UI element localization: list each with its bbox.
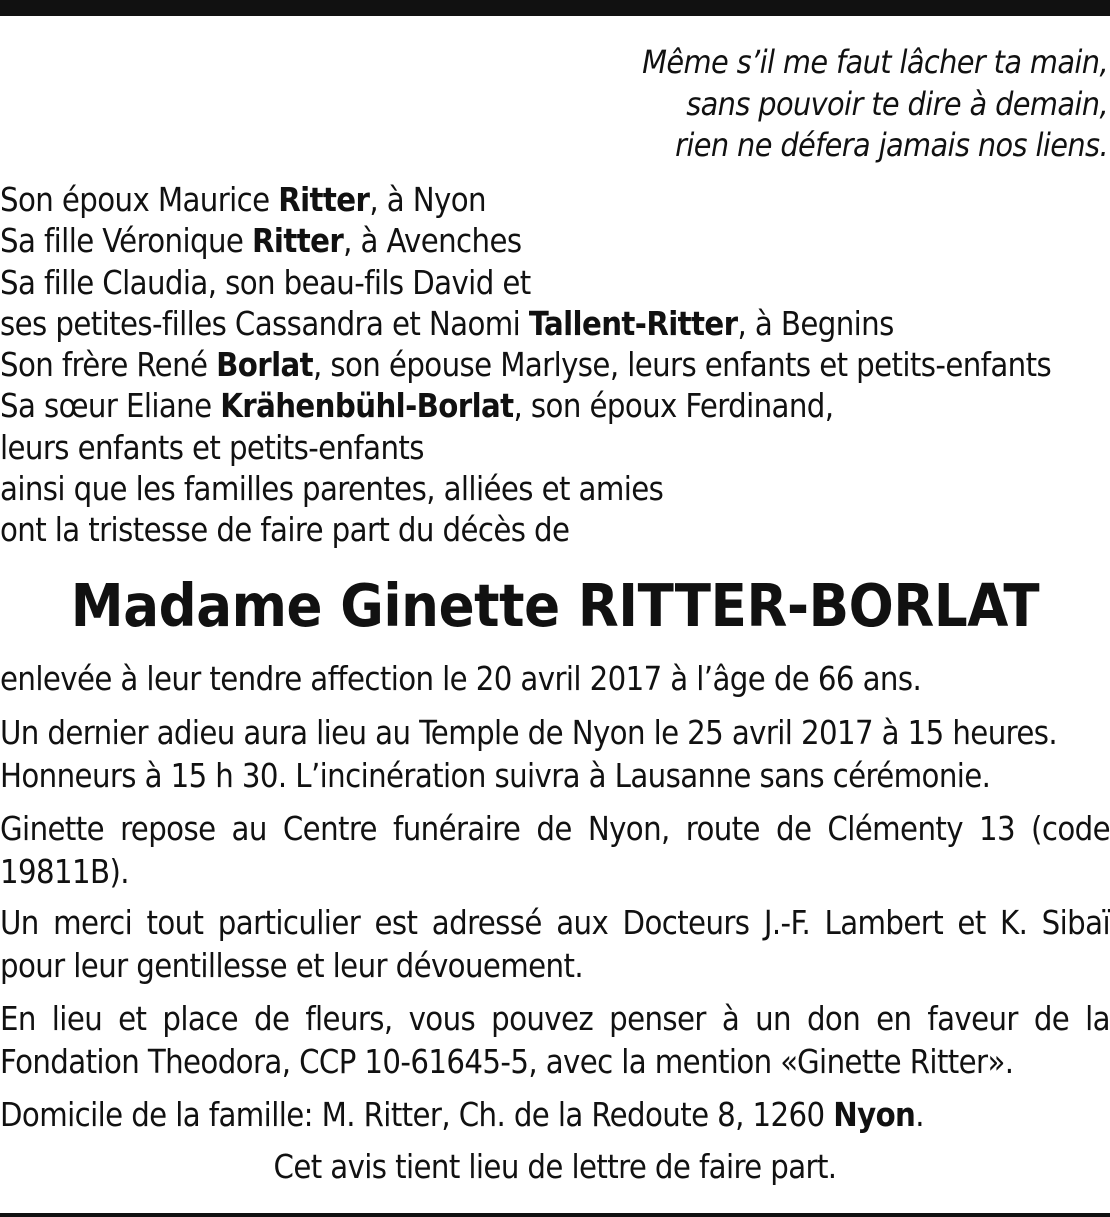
family-line-brother: Son frère René Borlat, son épouse Marlyse, leurs enfants et petits-enfants	[0, 346, 1052, 385]
bottom-rule	[0, 1213, 1110, 1217]
family-line-sister-children: leurs enfants et petits-enfants	[0, 428, 424, 467]
deceased-name: Madame Ginette RITTER-BORLAT	[70, 571, 1040, 640]
closing-note: Cet avis tient lieu de lettre de faire part.	[273, 1148, 837, 1186]
family-line-daughter-claudia: Sa fille Claudia, son beau-fils David et	[0, 263, 531, 302]
paragraph-funeral	[0, 712, 1110, 797]
paragraph-thanks: Un merci tout particulier est adressé aux Docteurs J.-F. Lambert et K. Sibaï pour leur gentillesse et leur dévouement.	[0, 904, 1110, 985]
epigraph-poem	[642, 42, 1108, 167]
family-announcement	[0, 180, 1051, 552]
top-rule	[0, 0, 1110, 16]
funeral-line: Honneurs à 15 h 30. L’incinération suivra à Lausanne sans cérémonie.	[0, 756, 991, 795]
family-line-announcement: ont la tristesse de faire part du décès de	[0, 511, 570, 550]
family-line-daughter-veronique: Sa fille Véronique Ritter, à Avenches	[0, 222, 522, 261]
funeral-line: Un dernier adieu aura lieu au Temple de Nyon le 25 avril 2017 à 15 heures.	[0, 714, 1058, 752]
family-line-relatives: ainsi que les familles parentes, alliées et amies	[0, 470, 664, 509]
epigraph-line: Même s’il me faut lâcher ta main,	[642, 43, 1108, 81]
paragraph-funeral-home: Ginette repose au Centre funéraire de Nyon, route de Clémenty 13 (code 19811B).	[0, 810, 1110, 891]
paragraph-donation: En lieu et place de fleurs, vous pouvez penser à un don en faveur de la Fondation Theodora, CCP 10-61645-5, avec la mention «Ginette Ritter».	[0, 1000, 1110, 1081]
paragraph-residence: Domicile de la famille: M. Ritter, Ch. de la Redoute 8, 1260 Nyon.	[0, 1096, 924, 1134]
epigraph-line: sans pouvoir te dire à demain,	[686, 84, 1108, 123]
family-line-sister: Sa sœur Eliane Krähenbühl-Borlat, son époux Ferdinand,	[0, 387, 834, 426]
epigraph-line: rien ne défera jamais nos liens.	[675, 126, 1108, 164]
family-line-granddaughters: ses petites-filles Cassandra et Naomi Tallent-Ritter, à Begnins	[0, 304, 894, 343]
paragraph-passing: enlevée à leur tendre affection le 20 avril 2017 à l’âge de 66 ans.	[0, 660, 922, 698]
family-line-husband: Son époux Maurice Ritter, à Nyon	[0, 181, 486, 219]
